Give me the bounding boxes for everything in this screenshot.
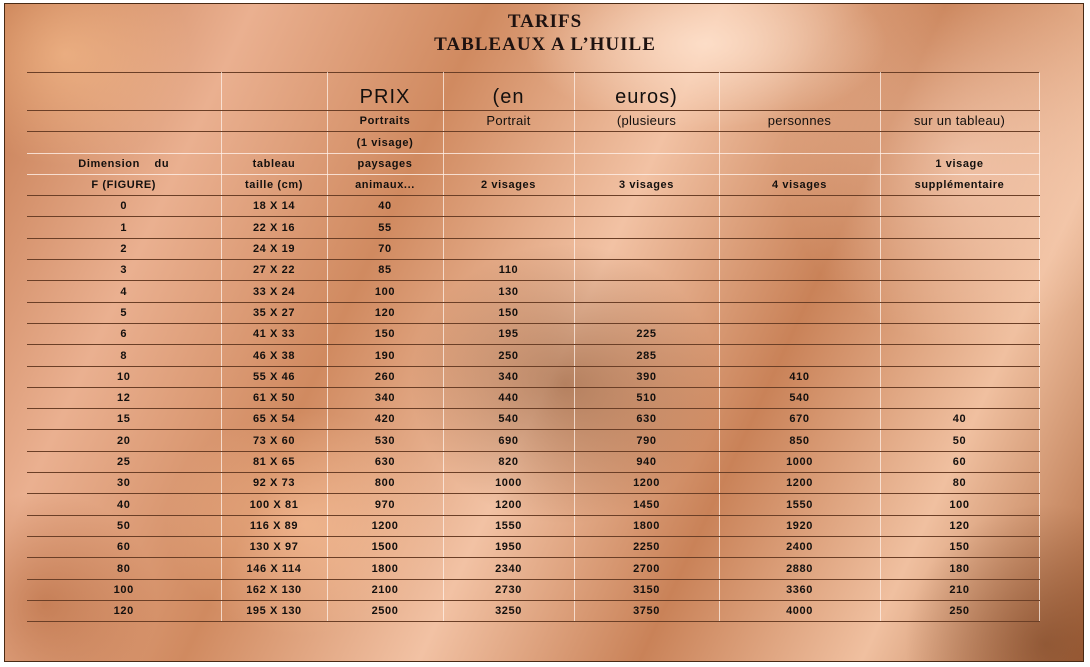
cell-canvas-size: 130 X 97: [221, 536, 327, 557]
cell-price-3-faces: 1200: [574, 473, 719, 494]
cell-price-4-faces: 1000: [719, 451, 880, 472]
header-cell: [574, 153, 719, 174]
cell-price-extra-face: 80: [880, 473, 1039, 494]
table-row: [27, 579, 1039, 600]
cell-price-2-faces: 340: [443, 366, 574, 387]
cell-figure-size: 1: [27, 217, 221, 238]
cell-price-extra-face: [880, 217, 1039, 238]
header-cell-sur-un-tableau: sur un tableau): [880, 111, 1039, 132]
cell-price-3-faces: 390: [574, 366, 719, 387]
header-cell-plusieurs: (plusieurs: [574, 111, 719, 132]
cell-canvas-size: 61 X 50: [221, 387, 327, 408]
cell-price-4-faces: 1200: [719, 473, 880, 494]
header-cell: [880, 73, 1039, 111]
cell-price-portrait: 1800: [327, 558, 443, 579]
table-row: [27, 430, 1039, 451]
header-cell-1-visage-extra: 1 visage: [880, 153, 1039, 174]
header-cell-supplementaire: supplémentaire: [880, 174, 1039, 195]
table-row: [27, 494, 1039, 515]
cell-price-extra-face: [880, 323, 1039, 344]
cell-price-portrait: 40: [327, 196, 443, 217]
header-cell-figure: F (FIGURE): [27, 174, 221, 195]
cell-canvas-size: 46 X 38: [221, 345, 327, 366]
header-cell-dimension: Dimension du: [27, 153, 221, 174]
cell-figure-size: 100: [27, 579, 221, 600]
header-cell-portraits: Portraits: [327, 111, 443, 132]
cell-canvas-size: 65 X 54: [221, 409, 327, 430]
header-cell: [221, 73, 327, 111]
cell-price-2-faces: 110: [443, 260, 574, 281]
price-sheet: [4, 3, 1084, 662]
cell-price-portrait: 530: [327, 430, 443, 451]
cell-price-4-faces: 670: [719, 409, 880, 430]
table-row: [27, 558, 1039, 579]
header-cell-paysages: paysages: [327, 153, 443, 174]
cell-price-2-faces: 2340: [443, 558, 574, 579]
cell-price-4-faces: 2880: [719, 558, 880, 579]
cell-figure-size: 15: [27, 409, 221, 430]
header-cell-1-visage: (1 visage): [327, 132, 443, 153]
cell-figure-size: 120: [27, 600, 221, 621]
cell-figure-size: 5: [27, 302, 221, 323]
cell-figure-size: 2: [27, 238, 221, 259]
cell-figure-size: 30: [27, 473, 221, 494]
cell-price-2-faces: 690: [443, 430, 574, 451]
cell-price-4-faces: 2400: [719, 536, 880, 557]
cell-price-2-faces: 130: [443, 281, 574, 302]
cell-price-extra-face: [880, 196, 1039, 217]
cell-canvas-size: 195 X 130: [221, 600, 327, 621]
cell-price-portrait: 70: [327, 238, 443, 259]
cell-figure-size: 4: [27, 281, 221, 302]
cell-price-4-faces: [719, 260, 880, 281]
cell-price-2-faces: 3250: [443, 600, 574, 621]
header-cell-taille: taille (cm): [221, 174, 327, 195]
cell-price-portrait: 150: [327, 323, 443, 344]
header-cell: [719, 132, 880, 153]
cell-price-2-faces: 2730: [443, 579, 574, 600]
table-row: [27, 366, 1039, 387]
cell-price-3-faces: 940: [574, 451, 719, 472]
cell-canvas-size: 33 X 24: [221, 281, 327, 302]
cell-price-extra-face: 210: [880, 579, 1039, 600]
table-row: [27, 345, 1039, 366]
cell-price-2-faces: [443, 196, 574, 217]
cell-canvas-size: 55 X 46: [221, 366, 327, 387]
cell-figure-size: 60: [27, 536, 221, 557]
cell-price-portrait: 970: [327, 494, 443, 515]
table-row: [27, 451, 1039, 472]
cell-price-3-faces: 1800: [574, 515, 719, 536]
cell-price-2-faces: 1950: [443, 536, 574, 557]
header-cell: [719, 153, 880, 174]
cell-price-4-faces: 1550: [719, 494, 880, 515]
cell-price-3-faces: 1450: [574, 494, 719, 515]
cell-price-3-faces: 3750: [574, 600, 719, 621]
table-row: [27, 260, 1039, 281]
cell-price-2-faces: 1000: [443, 473, 574, 494]
cell-price-4-faces: 410: [719, 366, 880, 387]
cell-price-2-faces: 1200: [443, 494, 574, 515]
cell-price-portrait: 190: [327, 345, 443, 366]
cell-canvas-size: 24 X 19: [221, 238, 327, 259]
cell-figure-size: 80: [27, 558, 221, 579]
cell-canvas-size: 18 X 14: [221, 196, 327, 217]
cell-price-extra-face: [880, 387, 1039, 408]
cell-price-4-faces: [719, 345, 880, 366]
header-cell: [27, 111, 221, 132]
table-row: [27, 409, 1039, 430]
cell-price-3-faces: [574, 217, 719, 238]
cell-canvas-size: 41 X 33: [221, 323, 327, 344]
table-row: [27, 536, 1039, 557]
cell-price-4-faces: 3360: [719, 579, 880, 600]
cell-price-3-faces: [574, 302, 719, 323]
header-cell-3-visages: 3 visages: [574, 174, 719, 195]
cell-canvas-size: 116 X 89: [221, 515, 327, 536]
cell-canvas-size: 92 X 73: [221, 473, 327, 494]
header-cell-prix: PRIX: [327, 73, 443, 111]
price-table: [27, 72, 1040, 622]
page-title: [5, 10, 1085, 56]
cell-price-3-faces: [574, 238, 719, 259]
cell-price-4-faces: 540: [719, 387, 880, 408]
cell-price-3-faces: [574, 196, 719, 217]
cell-price-extra-face: 60: [880, 451, 1039, 472]
cell-price-portrait: 100: [327, 281, 443, 302]
cell-figure-size: 10: [27, 366, 221, 387]
cell-price-4-faces: [719, 238, 880, 259]
cell-price-4-faces: 850: [719, 430, 880, 451]
header-cell-tableau: tableau: [221, 153, 327, 174]
cell-price-portrait: 420: [327, 409, 443, 430]
cell-price-portrait: 55: [327, 217, 443, 238]
cell-price-4-faces: [719, 302, 880, 323]
cell-price-extra-face: [880, 281, 1039, 302]
cell-price-2-faces: [443, 217, 574, 238]
cell-price-portrait: 2500: [327, 600, 443, 621]
header-cell: [443, 132, 574, 153]
cell-price-4-faces: 4000: [719, 600, 880, 621]
header-row-2: [27, 111, 1039, 132]
cell-price-3-faces: 790: [574, 430, 719, 451]
cell-price-3-faces: 3150: [574, 579, 719, 600]
cell-price-3-faces: 510: [574, 387, 719, 408]
header-cell-en: (en: [443, 73, 574, 111]
table-row: [27, 473, 1039, 494]
cell-price-extra-face: [880, 302, 1039, 323]
header-row-1: [27, 73, 1039, 111]
cell-price-extra-face: [880, 260, 1039, 281]
cell-price-4-faces: [719, 196, 880, 217]
cell-figure-size: 25: [27, 451, 221, 472]
cell-price-extra-face: 250: [880, 600, 1039, 621]
cell-price-portrait: 2100: [327, 579, 443, 600]
cell-price-2-faces: 440: [443, 387, 574, 408]
cell-price-3-faces: 2700: [574, 558, 719, 579]
header-cell-animaux: animaux...: [327, 174, 443, 195]
cell-canvas-size: 35 X 27: [221, 302, 327, 323]
table-row: [27, 217, 1039, 238]
cell-price-3-faces: [574, 281, 719, 302]
cell-canvas-size: 22 X 16: [221, 217, 327, 238]
cell-price-3-faces: [574, 260, 719, 281]
table-row: [27, 196, 1039, 217]
cell-figure-size: 12: [27, 387, 221, 408]
cell-price-extra-face: [880, 366, 1039, 387]
cell-figure-size: 40: [27, 494, 221, 515]
header-cell-euros: euros): [574, 73, 719, 111]
cell-price-extra-face: 150: [880, 536, 1039, 557]
header-cell: [27, 73, 221, 111]
cell-price-portrait: 1200: [327, 515, 443, 536]
cell-canvas-size: 73 X 60: [221, 430, 327, 451]
cell-price-3-faces: 630: [574, 409, 719, 430]
header-cell-4-visages: 4 visages: [719, 174, 880, 195]
header-cell-portrait: Portrait: [443, 111, 574, 132]
header-row-3: [27, 132, 1039, 153]
cell-price-2-faces: 250: [443, 345, 574, 366]
header-cell: [221, 111, 327, 132]
cell-price-2-faces: 150: [443, 302, 574, 323]
header-row-5: [27, 174, 1039, 195]
table-row: [27, 600, 1039, 621]
cell-figure-size: 8: [27, 345, 221, 366]
cell-price-portrait: 800: [327, 473, 443, 494]
table-row: [27, 387, 1039, 408]
cell-price-3-faces: 225: [574, 323, 719, 344]
header-cell: [221, 132, 327, 153]
cell-price-portrait: 260: [327, 366, 443, 387]
header-cell: [574, 132, 719, 153]
cell-canvas-size: 146 X 114: [221, 558, 327, 579]
title-line-1: TARIFS: [507, 11, 583, 32]
cell-price-2-faces: 195: [443, 323, 574, 344]
cell-canvas-size: 81 X 65: [221, 451, 327, 472]
cell-price-3-faces: 2250: [574, 536, 719, 557]
header-cell-personnes: personnes: [719, 111, 880, 132]
cell-canvas-size: 27 X 22: [221, 260, 327, 281]
cell-price-extra-face: 120: [880, 515, 1039, 536]
cell-canvas-size: 162 X 130: [221, 579, 327, 600]
header-row-4: [27, 153, 1039, 174]
title-line-2: TABLEAUX A L’HUILE: [434, 34, 656, 55]
cell-price-extra-face: [880, 238, 1039, 259]
cell-price-2-faces: 820: [443, 451, 574, 472]
cell-price-4-faces: [719, 217, 880, 238]
cell-price-extra-face: 40: [880, 409, 1039, 430]
cell-price-extra-face: [880, 345, 1039, 366]
cell-price-portrait: 630: [327, 451, 443, 472]
table-row: [27, 238, 1039, 259]
header-cell-2-visages: 2 visages: [443, 174, 574, 195]
header-cell: [880, 132, 1039, 153]
cell-figure-size: 3: [27, 260, 221, 281]
cell-price-3-faces: 285: [574, 345, 719, 366]
cell-figure-size: 20: [27, 430, 221, 451]
cell-price-2-faces: [443, 238, 574, 259]
cell-price-4-faces: 1920: [719, 515, 880, 536]
header-cell: [27, 132, 221, 153]
cell-figure-size: 0: [27, 196, 221, 217]
header-cell: [719, 73, 880, 111]
cell-price-extra-face: 50: [880, 430, 1039, 451]
table-row: [27, 323, 1039, 344]
cell-price-extra-face: 100: [880, 494, 1039, 515]
cell-price-portrait: 85: [327, 260, 443, 281]
cell-price-extra-face: 180: [880, 558, 1039, 579]
cell-figure-size: 50: [27, 515, 221, 536]
header-cell: [443, 153, 574, 174]
cell-price-2-faces: 1550: [443, 515, 574, 536]
cell-price-portrait: 340: [327, 387, 443, 408]
cell-price-4-faces: [719, 281, 880, 302]
table-row: [27, 302, 1039, 323]
cell-price-2-faces: 540: [443, 409, 574, 430]
cell-price-4-faces: [719, 323, 880, 344]
cell-price-portrait: 120: [327, 302, 443, 323]
cell-figure-size: 6: [27, 323, 221, 344]
table-row: [27, 281, 1039, 302]
cell-price-portrait: 1500: [327, 536, 443, 557]
cell-canvas-size: 100 X 81: [221, 494, 327, 515]
table-row: [27, 515, 1039, 536]
